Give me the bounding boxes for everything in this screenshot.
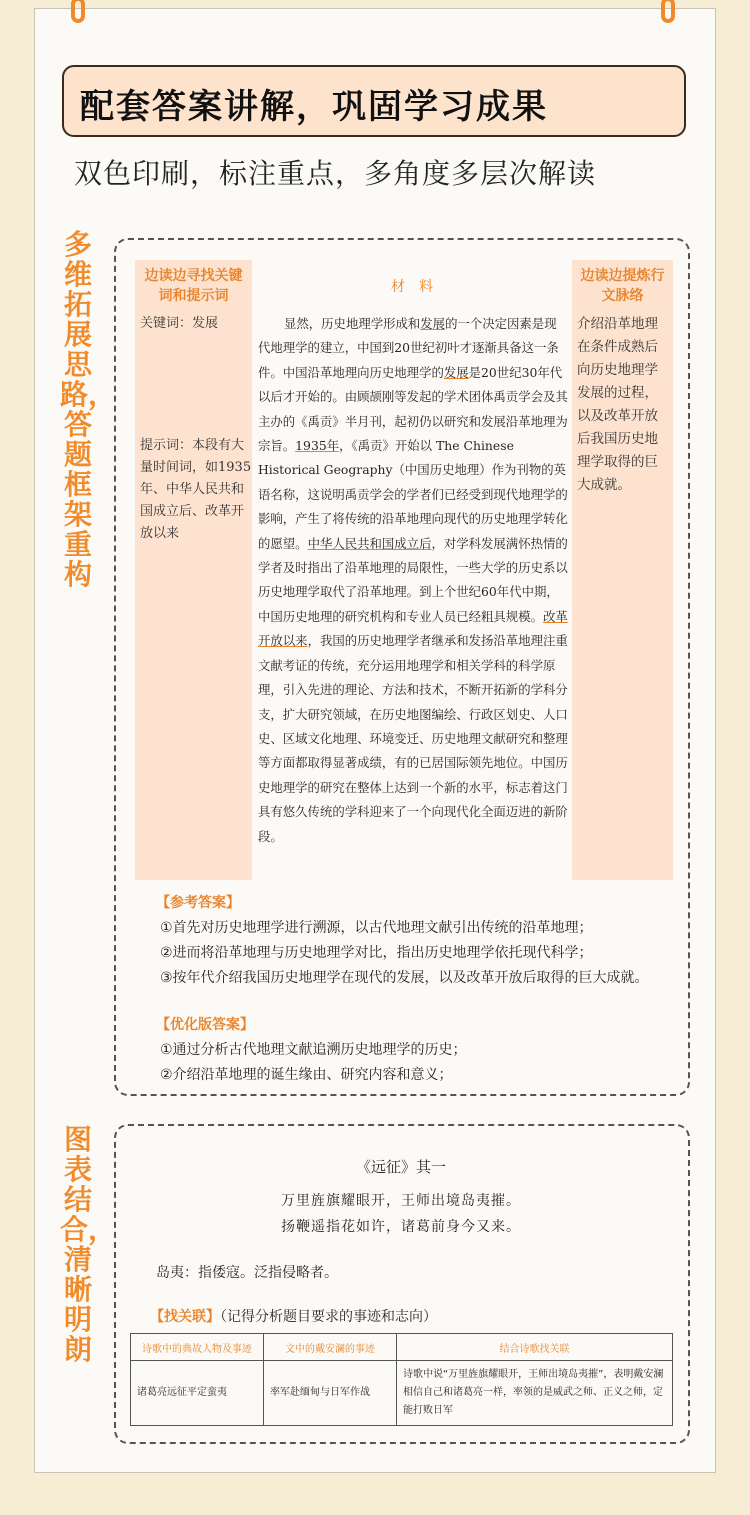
poem-line: 扬鞭遥指花如许，诸葛前身今又来。 xyxy=(281,1219,521,1235)
left-column xyxy=(135,260,252,880)
link-row xyxy=(150,1306,437,1326)
table-cell: 率军赴缅甸与日军作战 xyxy=(264,1361,397,1426)
text-seg: 的一个决定因素是现代地理学的建立，中国到20世纪初叶才逐渐具备这一条件。中国沿革地理向历史地理学的 xyxy=(258,316,559,380)
text-seg: 是20世纪30年代以后才开始的。由顾颉刚等发起的学术团体禹贡学会及其主办的《禹贡》半月刊，起初仍以研究和发展沿革地理为宗旨。 xyxy=(258,364,568,454)
table-row xyxy=(131,1361,673,1426)
table-header-row xyxy=(131,1334,673,1361)
link-heading: 【找关联】 xyxy=(150,1309,220,1325)
binder-ring-right xyxy=(661,0,675,23)
title-banner xyxy=(62,65,686,137)
poem-line: 万里旌旗耀眼开，王师出境岛夷摧。 xyxy=(281,1193,521,1209)
reference-heading: 【参考答案】 xyxy=(156,895,240,911)
table-cell: 诗歌中说“万里旌旗耀眼开，王师出境岛夷摧”，表明戴安澜相信自己和诸葛亮一样，率领的是威武之师、正义之师，定能打败日军 xyxy=(397,1361,673,1426)
underline-seg: 发展 xyxy=(420,316,446,331)
table-header: 文中的戴安澜的事迹 xyxy=(264,1334,397,1361)
optimized-item: ①通过分析古代地理文献追溯历史地理学的历史； xyxy=(160,1042,467,1058)
text-seg: ，对学科发展满怀热情的学者及时指出了沿革地理的局限性，一些大学的历史系以历史地理学取代了沿革地理。到上个世纪60年代中期，中国历史地理的研究机构和专业人员已经粗具规模。 xyxy=(258,535,568,624)
underline-seg: 中华人民共和国成立后 xyxy=(307,535,432,551)
hint-note: 提示词：本段有大量时间词，如1935年、中华人民共和国成立后、改革开放以来 xyxy=(140,438,252,541)
subtitle: 双色印刷，标注重点，多角度多层次解读 xyxy=(74,157,597,190)
right-column-body: 介绍沿革地理在条件成熟后向历史地理学发展的过程，以及改革开放后我国历史地理学取得的巨大成就。 xyxy=(577,316,658,493)
keyword-note: 关键词：发展 xyxy=(140,316,219,331)
optimized-item: ②介绍沿革地理的诞生缘由、研究内容和意义； xyxy=(160,1067,453,1083)
table-header: 诗歌中的典故人物及事迹 xyxy=(131,1334,264,1361)
reference-item: ③按年代介绍我国历史地理学在现代的发展，以及改革开放后取得的巨大成就。 xyxy=(160,970,649,986)
right-column-heading: 边读边提炼行文脉络 xyxy=(580,268,665,304)
poem-title: 《远征》其一 xyxy=(355,1158,446,1176)
banner-title: 配套答案讲解，巩固学习成果 xyxy=(80,87,548,127)
text-seg: ，《禹贡》开始以 The Chinese Historical Geography（中国历史地理）作为刊物的英语名称，这说明禹贡学会的学者们已经受到现代地理学的影响，产生了将传统的沿革地理向现代的历史地理学转化的愿望。 xyxy=(258,438,568,551)
reference-item: ①首先对历史地理学进行溯源，以古代地理文献引出传统的沿革地理； xyxy=(160,920,593,936)
text-seg: 显然，历史地理学形成和 xyxy=(284,316,421,331)
optimized-heading: 【优化版答案】 xyxy=(156,1017,254,1033)
underline-seg: 改革开放以来 xyxy=(258,608,568,649)
poem-note: 岛夷：指倭寇。泛指侵略者。 xyxy=(156,1265,338,1281)
left-column-heading: 边读边寻找关键词和提示词 xyxy=(144,268,243,304)
reference-item: ②进而将沿革地理与历史地理学对比，指出历史地理学依托现代科学； xyxy=(160,945,593,961)
relation-table xyxy=(130,1333,673,1426)
table-cell: 诸葛亮远征平定蛮夷 xyxy=(131,1361,264,1426)
material-text xyxy=(258,312,568,849)
side-title-2: 图表结合，清晰明朗 xyxy=(60,1123,117,1366)
text-seg: ，我国的历史地理学者继承和发扬沿革地理注重文献考证的传统，充分运用地理学和相关学科的科学原理，引入先进的理论、方法和技术，不断开拓新的学科分支，扩大研究领域，在历史地图编绘、行政区划史、人口史、区域文化地理、环境变迁、历史地理文献研究和整理等方面都取得显著成绩，有的已居国际领先地位。中国历史地理学的研究在整体上达到一个新的水平，标志着这门具有悠久传统的学科迎来了一个向现代化全面迈进的新阶段。 xyxy=(258,633,568,844)
underline-seg: 发展 xyxy=(443,364,469,380)
table-header: 结合诗歌找关联 xyxy=(397,1334,673,1361)
underline-seg: 1935年 xyxy=(295,438,340,454)
material-heading: 材 料 xyxy=(391,279,433,295)
side-title-1: 多维拓展思路，答题框架重构 xyxy=(60,228,117,591)
link-hint: （记得分析题目要求的事迹和志向） xyxy=(220,1309,437,1325)
binder-ring-left xyxy=(71,0,85,23)
